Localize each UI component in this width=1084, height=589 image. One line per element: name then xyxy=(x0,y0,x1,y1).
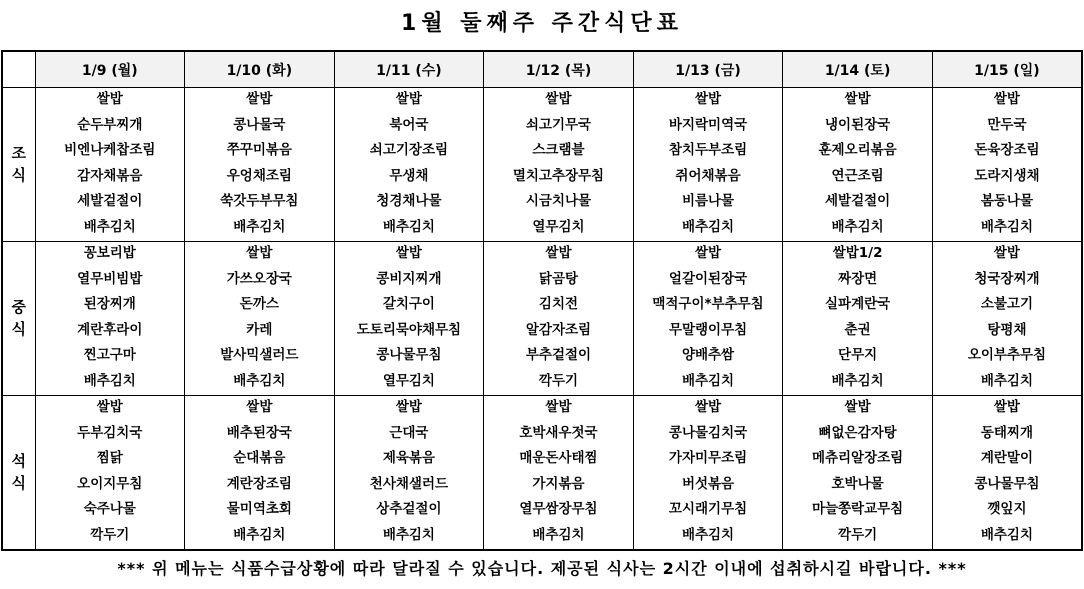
menu-cell xyxy=(484,88,634,242)
menu-item: 배추김치 xyxy=(83,372,136,389)
menu-item: 세발겉절이 xyxy=(824,193,891,210)
menu-cell xyxy=(633,241,783,395)
menu-cell xyxy=(932,241,1082,395)
menu-item: 쌀밥 xyxy=(395,91,422,107)
weekly-menu-table xyxy=(1,50,1083,551)
menu-item: 계란후라이 xyxy=(77,321,143,338)
meal-label-char: 중 xyxy=(11,298,26,317)
menu-item: 감자채볶음 xyxy=(77,167,143,184)
menu-item: 계란말이 xyxy=(980,450,1034,467)
menu-item: 열무비빔밥 xyxy=(77,270,143,287)
menu-item: 갈치구이 xyxy=(382,296,435,313)
menu-item: 천사채샐러드 xyxy=(369,475,449,492)
menu-item: 배추김치 xyxy=(681,372,735,389)
menu-cell xyxy=(35,241,185,395)
menu-item: 도토리묵야채무침 xyxy=(356,321,462,338)
menu-item: 참치두부조림 xyxy=(668,142,748,159)
day-header: 1/14 (토) xyxy=(783,51,933,88)
menu-cell xyxy=(35,395,185,550)
menu-item: 깻잎지 xyxy=(987,501,1027,518)
menu-item: 순대볶음 xyxy=(233,450,286,467)
menu-item: 닭곰탕 xyxy=(538,270,579,287)
menu-item: 메츄리알장조림 xyxy=(811,450,904,467)
menu-item: 배추김치 xyxy=(980,372,1034,389)
menu-item: 단무지 xyxy=(838,347,878,364)
menu-item: 쌀밥 xyxy=(993,91,1020,107)
menu-item: 호박나물 xyxy=(831,475,884,492)
menu-item: 춘권 xyxy=(844,321,871,338)
meal-row xyxy=(2,395,1082,550)
corner-cell xyxy=(2,51,35,88)
menu-item: 멸치고추장무침 xyxy=(512,167,605,184)
day-header: 1/9 (월) xyxy=(35,51,185,88)
menu-cell xyxy=(932,88,1082,242)
menu-cell xyxy=(783,88,933,242)
menu-item: 순두부찌개 xyxy=(77,116,143,133)
menu-cell xyxy=(484,395,634,550)
meal-label-char: 석 xyxy=(11,452,26,471)
menu-item: 쌀밥 xyxy=(545,398,572,415)
menu-item: 세발겉절이 xyxy=(77,193,143,210)
meal-label xyxy=(2,241,35,395)
menu-item: 열무김치 xyxy=(532,218,585,235)
day-header: 1/12 (목) xyxy=(484,51,634,88)
menu-item: 배추김치 xyxy=(233,526,286,543)
menu-cell xyxy=(932,395,1082,550)
menu-item: 계란장조림 xyxy=(226,475,292,492)
menu-item: 쌀밥 xyxy=(246,91,273,107)
menu-item: 스크램블 xyxy=(532,142,585,159)
meal-row xyxy=(2,241,1082,395)
menu-item: 소불고기 xyxy=(980,296,1034,313)
day-header: 1/13 (금) xyxy=(633,51,783,88)
menu-item: 비엔나케찹조림 xyxy=(64,142,156,159)
menu-cell xyxy=(185,88,335,242)
meal-label-char: 식 xyxy=(11,474,26,493)
menu-item: 동태찌개 xyxy=(980,424,1034,441)
menu-item: 카레 xyxy=(246,321,273,338)
menu-item: 찐고구마 xyxy=(83,347,136,364)
menu-item: 냉이된장국 xyxy=(824,116,891,133)
menu-item: 쌀밥 xyxy=(246,398,273,415)
day-header: 1/10 (화) xyxy=(185,51,335,88)
menu-item: 뼈없은감자탕 xyxy=(818,424,897,441)
menu-item: 얼갈이된장국 xyxy=(668,270,748,287)
menu-item: 배추김치 xyxy=(83,218,136,235)
menu-item: 비름나물 xyxy=(681,193,735,210)
menu-item: 근대국 xyxy=(389,424,429,441)
menu-item: 쌀밥 xyxy=(246,244,273,261)
menu-item: 버섯볶음 xyxy=(681,475,735,492)
menu-item: 오이지무침 xyxy=(77,475,143,492)
menu-item: 쌀밥 xyxy=(96,91,123,107)
menu-item: 쑥갓두부무침 xyxy=(220,193,299,210)
menu-item: 연근조림 xyxy=(831,167,884,184)
meal-label-char: 식 xyxy=(11,320,26,339)
menu-item: 오이부추무침 xyxy=(967,347,1047,364)
menu-item: 배추김치 xyxy=(382,218,435,235)
menu-item: 배추김치 xyxy=(980,218,1034,235)
menu-cell xyxy=(334,88,484,242)
menu-item: 실파계란국 xyxy=(824,296,891,313)
menu-item: 쌀밥 xyxy=(844,91,871,107)
menu-item: 쌀밥 xyxy=(545,244,572,261)
day-header: 1/15 (일) xyxy=(932,51,1082,88)
menu-item: 쌀밥 xyxy=(395,398,422,415)
menu-item: 도라지생채 xyxy=(974,167,1040,184)
menu-item: 쌀밥 xyxy=(395,244,422,261)
menu-item: 배추김치 xyxy=(681,218,735,235)
menu-cell xyxy=(35,88,185,242)
menu-item: 배추김치 xyxy=(233,218,286,235)
menu-item: 쌀밥 xyxy=(993,398,1020,415)
menu-item: 콩나물무침 xyxy=(376,347,442,364)
menu-item: 부추겉절이 xyxy=(525,347,592,364)
menu-item: 배추김치 xyxy=(681,526,735,543)
menu-item: 청국장찌개 xyxy=(974,270,1040,287)
day-header: 1/11 (수) xyxy=(334,51,484,88)
menu-item: 꽁보리밥 xyxy=(83,244,136,261)
menu-item: 가자미무조림 xyxy=(668,450,748,467)
menu-item: 배추김치 xyxy=(532,526,585,543)
menu-item: 가지볶음 xyxy=(532,475,585,492)
menu-item: 쌀밥 xyxy=(694,91,722,107)
menu-item: 콩비지찌개 xyxy=(376,270,442,287)
menu-item: 쭈꾸미볶음 xyxy=(226,142,292,159)
menu-item: 양배추쌈 xyxy=(681,347,735,364)
menu-item: 우엉채조림 xyxy=(226,167,292,184)
menu-cell xyxy=(334,395,484,550)
menu-item: 숙주나물 xyxy=(83,501,136,518)
meal-row xyxy=(2,88,1082,242)
menu-item: 김치전 xyxy=(538,296,579,313)
menu-item: 쌀밥 xyxy=(993,244,1020,261)
menu-item: 탕평채 xyxy=(987,321,1027,338)
menu-item: 만두국 xyxy=(987,116,1027,133)
menu-item: 콩나물김치국 xyxy=(668,424,748,441)
menu-item: 발사믹샐러드 xyxy=(220,347,299,364)
menu-item: 깍두기 xyxy=(90,526,130,543)
meal-label-char: 조 xyxy=(11,144,26,163)
menu-item: 바지락미역국 xyxy=(668,116,748,133)
menu-item: 돈까스 xyxy=(239,296,279,313)
meal-label xyxy=(2,88,35,242)
menu-item: 쌀밥1/2 xyxy=(832,244,883,261)
menu-item: 콩나물무침 xyxy=(974,475,1040,492)
menu-item: 맥적구이*부추무침 xyxy=(652,296,764,313)
menu-item: 배추김치 xyxy=(980,526,1034,543)
menu-item: 제육볶음 xyxy=(382,450,435,467)
menu-item: 쌀밥 xyxy=(844,398,871,415)
menu-item: 무말랭이무침 xyxy=(668,321,748,338)
menu-item: 쥐어채볶음 xyxy=(675,167,741,184)
menu-item: 물미역초회 xyxy=(226,501,292,518)
menu-item: 배추김치 xyxy=(831,372,884,389)
menu-item: 두부김치국 xyxy=(77,424,143,441)
menu-item: 배추김치 xyxy=(831,218,884,235)
menu-item: 마늘쫑락교무침 xyxy=(811,501,904,518)
menu-item: 열무쌈장무침 xyxy=(519,501,598,518)
menu-cell xyxy=(185,241,335,395)
menu-item: 배추김치 xyxy=(382,526,435,543)
menu-item: 쌀밥 xyxy=(545,91,572,107)
menu-cell xyxy=(334,241,484,395)
meal-label-char: 식 xyxy=(11,166,26,185)
menu-cell xyxy=(783,241,933,395)
menu-item: 된장찌개 xyxy=(83,296,136,313)
menu-cell xyxy=(783,395,933,550)
menu-item: 호박새우젓국 xyxy=(519,424,598,441)
meal-label xyxy=(2,395,35,550)
menu-item: 매운돈사태찜 xyxy=(519,450,598,467)
menu-item: 찜닭 xyxy=(96,450,123,467)
menu-item: 쇠고기무국 xyxy=(525,116,592,133)
menu-item: 상추겉절이 xyxy=(376,501,442,518)
menu-item: 쌀밥 xyxy=(694,398,722,415)
menu-item: 돈육장조림 xyxy=(974,142,1040,159)
menu-item: 알감자조림 xyxy=(525,321,592,338)
footer-note: *** 위 메뉴는 식품수급상황에 따라 달라질 수 있습니다. 제공된 식사는 2시간 이내에 섭취하시길 바랍니다. *** xyxy=(117,559,967,578)
menu-item: 북어국 xyxy=(389,116,429,133)
menu-cell xyxy=(484,241,634,395)
page-title: 1월 둘째주 주간식단표 xyxy=(401,11,683,36)
menu-item: 시금치나물 xyxy=(525,193,592,210)
menu-item: 훈제오리볶음 xyxy=(818,142,897,159)
menu-item: 깍두기 xyxy=(538,372,579,389)
menu-item: 배추김치 xyxy=(233,372,286,389)
menu-item: 꼬시래기무침 xyxy=(668,501,748,518)
menu-item: 짜장면 xyxy=(838,270,878,287)
menu-item: 콩나물국 xyxy=(233,116,286,133)
menu-cell xyxy=(185,395,335,550)
menu-item: 배추된장국 xyxy=(226,424,292,441)
menu-cell xyxy=(633,88,783,242)
menu-item: 쇠고기장조림 xyxy=(369,142,449,159)
header-row xyxy=(2,51,1082,88)
menu-item: 쌀밥 xyxy=(96,398,123,415)
menu-item: 깍두기 xyxy=(838,526,878,543)
menu-item: 쌀밥 xyxy=(694,244,722,261)
menu-item: 봄동나물 xyxy=(980,193,1034,210)
menu-item: 청경채나물 xyxy=(376,193,442,210)
menu-item: 가쓰오장국 xyxy=(226,270,292,287)
menu-cell xyxy=(633,395,783,550)
menu-item: 무생채 xyxy=(389,167,429,184)
menu-item: 열무김치 xyxy=(382,372,435,389)
